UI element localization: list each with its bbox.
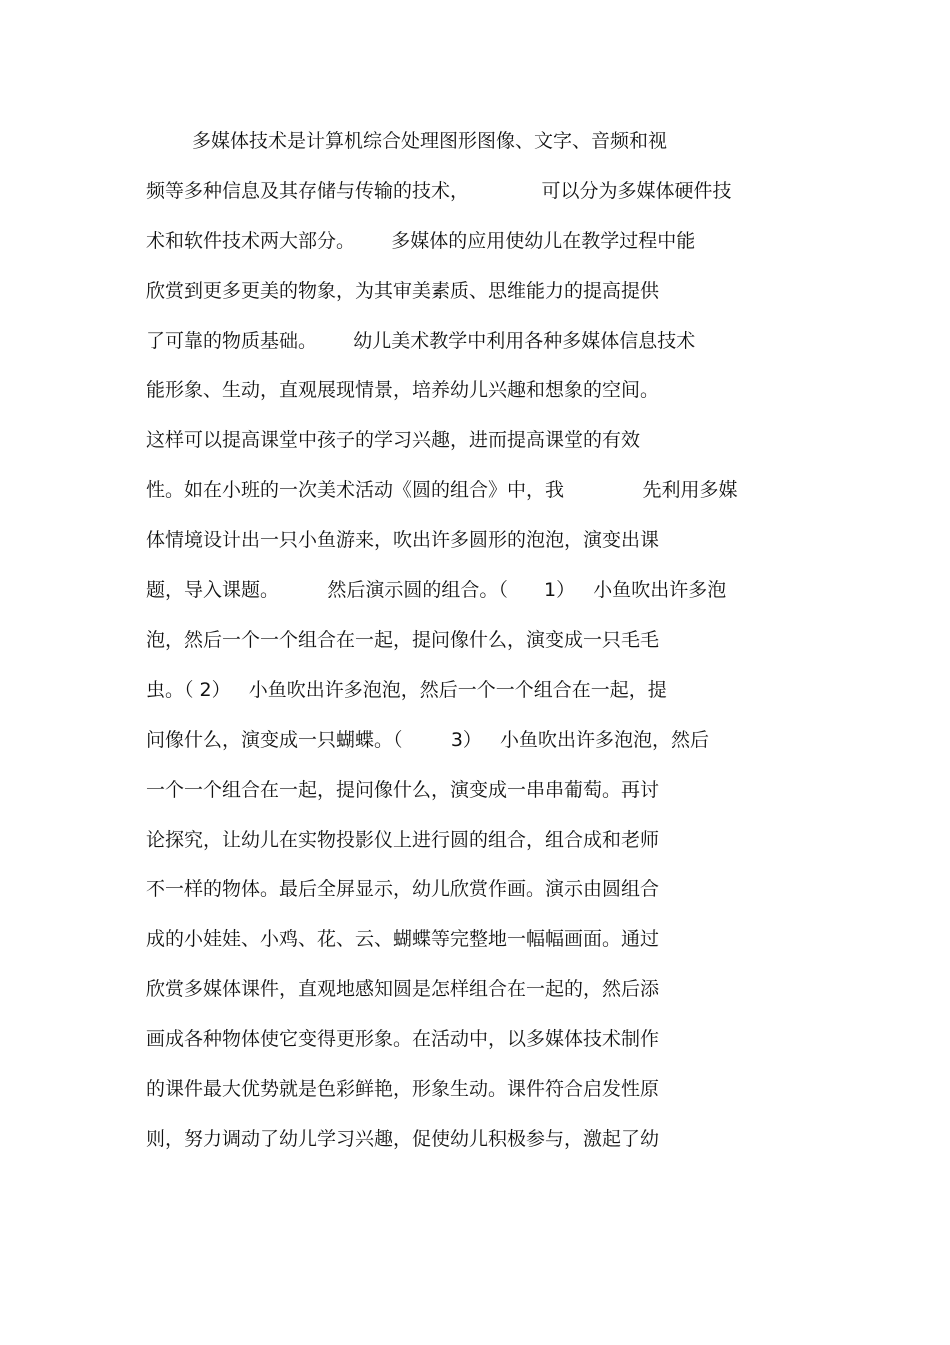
text-line: 体情境设计出一只小鱼游来，吹出许多圆形的泡泡，演变出课 (146, 529, 660, 551)
text-line: 泡，然后一个一个组合在一起，提问像什么，演变成一只毛毛 (146, 629, 660, 651)
text-line: 不一样的物体。最后全屏显示，幼儿欣赏作画。演示由圆组合 (146, 878, 660, 900)
text-line: 能形象、生动，直观展现情景，培养幼儿兴趣和想象的空间。 (146, 379, 660, 401)
text-line: 画成各种物体使它变得更形象。在活动中，以多媒体技术制作 (146, 1028, 660, 1050)
text-line: 则，努力调动了幼儿学习兴趣，促使幼儿积极参与，激起了幼 (146, 1128, 660, 1150)
text-line: 多媒体技术是计算机综合处理图形图像、文字、音频和视 (192, 130, 668, 152)
text-line: 欣赏多媒体课件，直观地感知圆是怎样组合在一起的，然后添 (146, 978, 660, 1000)
text-line: 了可靠的物质基础。 幼儿美术教学中利用各种多媒体信息技术 (146, 330, 696, 352)
text-line: 欣赏到更多更美的物象，为其审美素质、思维能力的提高提供 (146, 280, 660, 302)
text-line: 频等多种信息及其存储与传输的技术， 可以分为多媒体硬件技 (146, 180, 732, 202)
text-line: 成的小娃娃、小鸡、花、云、蝴蝶等完整地一幅幅画面。通过 (146, 928, 660, 950)
text-line: 性。如在小班的一次美术活动《圆的组合》中，我 先利用多媒 (146, 479, 738, 501)
text-line: 一个一个组合在一起，提问像什么，演变成一串串葡萄。再讨 (146, 779, 660, 801)
text-line: 论探究，让幼儿在实物投影仪上进行圆的组合，组合成和老师 (146, 829, 660, 851)
text-line: 术和软件技术两大部分。 多媒体的应用使幼儿在教学过程中能 (146, 230, 696, 252)
text-line: 这样可以提高课堂中孩子的学习兴趣，进而提高课堂的有效 (146, 429, 641, 451)
text-line: 的课件最大优势就是色彩鲜艳，形象生动。课件符合启发性原 (146, 1078, 660, 1100)
text-line: 虫。（ 2） 小鱼吹出许多泡泡，然后一个一个组合在一起，提 (146, 679, 667, 701)
text-line: 题，导入课题。 然后演示圆的组合。（ 1） 小鱼吹出许多泡 (146, 579, 727, 601)
text-line: 问像什么，演变成一只蝴蝶。（ 3） 小鱼吹出许多泡泡，然后 (146, 729, 710, 751)
